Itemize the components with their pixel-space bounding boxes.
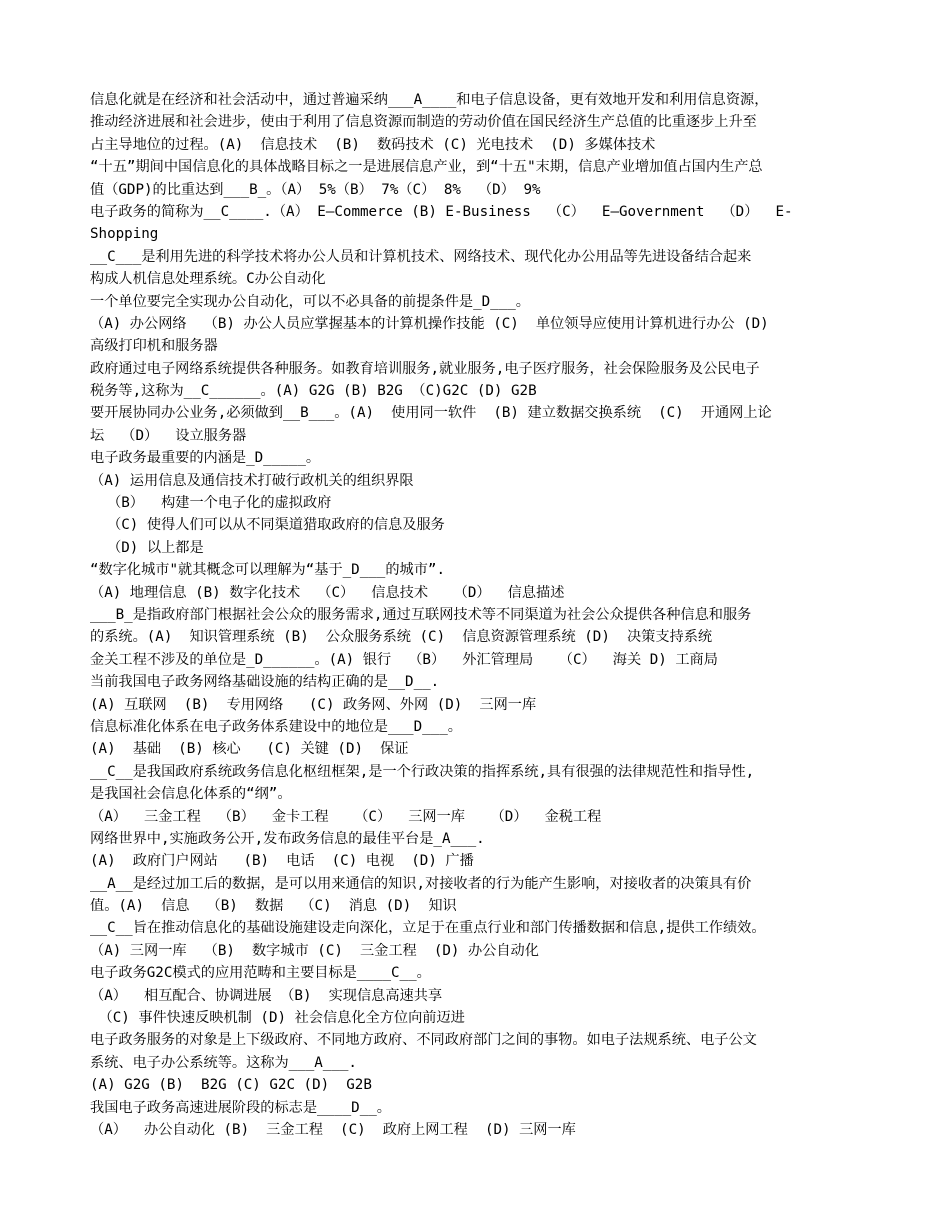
text-line: （A) 三网一库 （B) 数字城市 (C) 三金工程 (D) 办公自动化 [90,942,539,959]
text-line: （D) 以上都是 [90,539,204,556]
text-line: (A) 互联网 (B) 专用网络 (C) 政务网、外网 (D) 三网一库 [90,696,537,713]
text-line: （A） 三金工程 （B） 金卡工程 （C） 三网一库 （D） 金税工程 [90,808,602,825]
text-line: 信息标准化体系在电子政务体系建设中的地位是___D___。 [90,718,462,735]
text-line: __C___是利用先进的科学技术将办公人员和计算机技术、网络技术、现代化办公用品等先进设备结合起来 [90,248,752,265]
text-line: 占主导地位的过程。(A) 信息技术 (B) 数码技术 (C) 光电技术 (D) 多媒体技术 [90,136,656,153]
text-line: （A) 办公网络 （B) 办公人员应掌握基本的计算机操作技能 (C) 单位领导应使用计算机进行办公 (D) [90,315,769,332]
text-line: 电子政务的简称为__C____.（A） E—Commerce (B) E-Business （C） E—Government （D） E- [90,203,793,220]
text-line: 金关工程不涉及的单位是_D______。(A) 银行 （B） 外汇管理局 （C） 海关 D) 工商局 [90,651,718,668]
text-line: （A) 运用信息及通信技术打破行政机关的组织界限 [90,472,414,489]
text-line: (A) G2G (B) B2G (C) G2C (D) G2B [90,1077,372,1094]
text-line: 值。(A) 信息 （B) 数据 （C) 消息 (D) 知识 [90,898,457,915]
text-line: 构成人机信息处理系统。C办公自动化 [90,271,326,288]
text-line: “数字化城市"就其概念可以理解为“基于_D___的城市”. [90,562,445,579]
text-line: Shopping [90,226,159,243]
text-line: 高级打印机和服务器 [90,338,218,355]
text-line: 是我国社会信息化体系的“纲”。 [90,786,292,803]
text-line: 值（GDP)的比重达到___B_。（A） 5%（B） 7%（C） 8% （D） 9% [90,181,541,198]
text-line: （C) 事件快速反映机制 (D) 社会信息化全方位向前迈进 [90,1010,465,1027]
text-line: （A) 地理信息 (B) 数字化技术 （C） 信息技术 （D） 信息描述 [90,584,565,601]
text-line: 坛 （D） 设立服务器 [90,427,247,444]
text-line: 要开展协同办公业务,必须做到__B___。(A) 使用同一软件 (B) 建立数据交换系统 (C) 开通网上论 [90,405,772,422]
text-line: （B） 构建一个电子化的虚拟政府 [90,495,332,512]
text-line: __C__是我国政府系统政务信息化枢纽框架,是一个行政决策的指挥系统,具有很强的法律规范性和指导性, [90,763,755,780]
text-line: “十五”期间中国信息化的具体战略目标之一是进展信息产业，到“十五"末期，信息产业增加值占国内生产总 [90,159,763,176]
text-line: （C) 使得人们可以从不同渠道猎取政府的信息及服务 [90,517,445,534]
text-line: 推动经济进展和社会进步，使由于利用了信息资源而制造的劳动价值在国民经济生产总值的比重逐步上升至 [90,114,757,131]
text-line: 的系统。(A) 知识管理系统 (B) 公众服务系统 (C) 信息资源管理系统 (D) 决策支持系统 [90,629,713,646]
text-line: (A) 政府门户网站 (B) 电话 (C) 电视 (D) 广播 [90,853,474,870]
text-line: 电子政务最重要的内涵是_D_____。 [90,450,321,467]
document-page [90,89,862,1141]
text-line: __C__旨在推动信息化的基础设施建设走向深化，立足于在重点行业和部门传播数据和信息,提供工作绩效。 [90,920,766,937]
text-line: __A__是经过加工后的数据，是可以用来通信的知识,对接收者的行为能产生影响，对接收者的决策具有价 [90,875,752,892]
text-line: 税务等,这称为__C______。(A) G2G (B) B2G （C)G2C (D) G2B [90,383,537,400]
text-line: 当前我国电子政务网络基础设施的结构正确的是__D__. [90,674,440,691]
text-line: 电子政务服务的对象是上下级政府、不同地方政府、不同政府部门之间的事物。如电子法规系统、电子公文 [90,1032,757,1049]
text-line: 电子政务G2C模式的应用范畴和主要目标是____C__。 [90,965,431,982]
text-line: 政府通过电子网络系统提供各种服务。如教育培训服务,就业服务,电子医疗服务，社会保险服务及公民电子 [90,360,760,377]
text-line: 网络世界中,实施政务公开,发布政务信息的最佳平台是_A___. [90,830,485,847]
text-line: 系统、电子办公系统等。这称为___A___. [90,1054,357,1071]
text-line: 一个单位要完全实现办公自动化，可以不必具备的前提条件是_D___。 [90,293,530,310]
text-line: 我国电子政务高速进展阶段的标志是____D__。 [90,1099,391,1116]
text-line: (A) 基础 (B) 核心 (C) 关键 (D) 保证 [90,741,409,758]
text-line: ___B_是指政府部门根据社会公众的服务需求,通过互联网技术等不同渠道为社会公众提供各种信息和服务 [90,606,752,623]
text-line: （A） 办公自动化 (B) 三金工程 (C) 政府上网工程 (D) 三网一库 [90,1121,576,1138]
text-line: （A） 相互配合、协调进展 （B) 实现信息高速共享 [90,987,443,1004]
text-line: 信息化就是在经济和社会活动中，通过普遍采纳___A____和电子信息设备，更有效地开发和利用信息资源， [90,92,769,108]
